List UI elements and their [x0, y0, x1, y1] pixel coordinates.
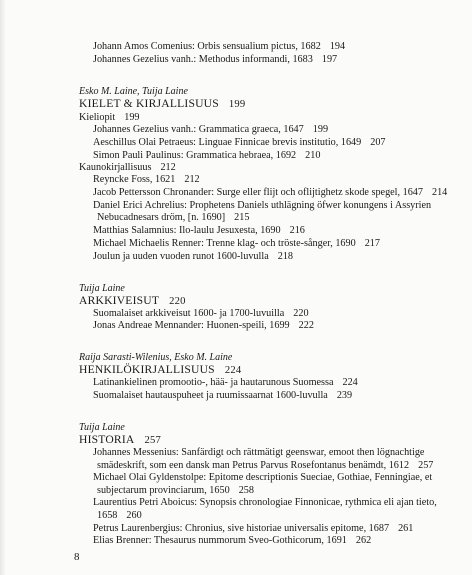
subsection-title: Kieliopit 199 — [79, 112, 140, 123]
toc-entry: Elias Brenner: Thesaurus nummorum Sveo-Gothicorum, 1691 262 — [93, 535, 372, 546]
page-number: 8 — [74, 551, 80, 563]
section-title: HENKILÖKIRJALLISUUS 224 — [79, 363, 242, 376]
section-author: Tuija Laine — [79, 422, 125, 433]
subsection-title: Kaunokirjallisuus 212 — [79, 162, 176, 173]
toc-entry: Jacob Pettersson Chronander: Surge eller flijt och oflijtighetz skode spegel, 1647 214 — [93, 187, 448, 198]
toc-entry: Petrus Laurenbergius: Chronius, sive historiae universalis epitome, 1687 261 — [93, 523, 414, 534]
toc-entry-continuation: smädeskrift, som een dansk man Petrus Parvus Rosefontanus benämdt, 1612 257 — [97, 460, 434, 471]
toc-entry: Johannes Gezelius vanh.: Methodus informandi, 1683 197 — [93, 54, 338, 65]
toc-entry: Simon Pauli Paulinus: Grammatica hebraea, 1692 210 — [93, 150, 321, 161]
toc-entry: Suomalaiset arkkiveisut 1600- ja 1700-luvuilla 220 — [93, 308, 309, 319]
toc-entry: Jonas Andreae Mennander: Huonen-speili, 1699 222 — [93, 320, 314, 331]
toc-entry: Reyncke Foss, 1621 212 — [93, 174, 200, 185]
toc-entry: Laurentius Petri Aboicus: Synopsis chronologiae Finnonicae, rythmica eli ajan tieto, — [93, 497, 437, 508]
toc-entry: Daniel Erici Achrelius: Prophetens Daniels uthlägning öfwer konungens i Assyrien — [93, 200, 432, 211]
section-title: HISTORIA 257 — [79, 433, 161, 446]
section-title: KIELET & KIRJALLISUUS 199 — [79, 97, 246, 110]
toc-entry: Suomalaiset hautauspuheet ja ruumissaarnat 1600-luvulla 239 — [93, 390, 353, 401]
section-title: ARKKIVEISUT 220 — [79, 294, 186, 307]
toc-entry: Aeschillus Olai Petraeus: Linguae Finnicae brevis institutio, 1649 207 — [93, 137, 386, 148]
section-author: Tuija Laine — [79, 283, 125, 294]
toc-entry: Michael Olai Gyldenstolpe: Epitome descriptionis Sueciae, Gothiae, Fenningiae, et — [93, 472, 433, 483]
toc-entry: Joulun ja uuden vuoden runot 1600-luvulla 218 — [93, 251, 293, 262]
toc-entry-continuation: 1658 260 — [97, 510, 142, 521]
toc-entry: Johannes Messenius: Sanfärdigt och rättmätigt geenswar, emoot then lögnachtige — [93, 447, 425, 458]
toc-entry: Johann Amos Comenius: Orbis sensualium pictus, 1682 194 — [93, 41, 346, 52]
toc-entry: Latinankielinen promootio-, hää- ja hautarunous Suomessa 224 — [93, 377, 358, 388]
toc-entry: Michael Michaelis Renner: Trenne klag- och tröste-sånger, 1690 217 — [93, 238, 380, 249]
scan-edge — [0, 0, 6, 575]
toc-entry-continuation: subjectarum provinciarum, 1650 258 — [97, 485, 254, 496]
toc-entry: Matthias Salamnius: Ilo-laulu Jesuxesta, 1690 216 — [93, 225, 305, 236]
section-author: Raija Sarasti-Wilenius, Esko M. Laine — [79, 352, 233, 363]
toc-entry: Johannes Gezelius vanh.: Grammatica graeca, 1647 199 — [93, 124, 329, 135]
toc-entry-continuation: Nebucadnesars dröm, [n. 1690] 215 — [97, 212, 250, 223]
section-author: Esko M. Laine, Tuija Laine — [79, 86, 188, 97]
